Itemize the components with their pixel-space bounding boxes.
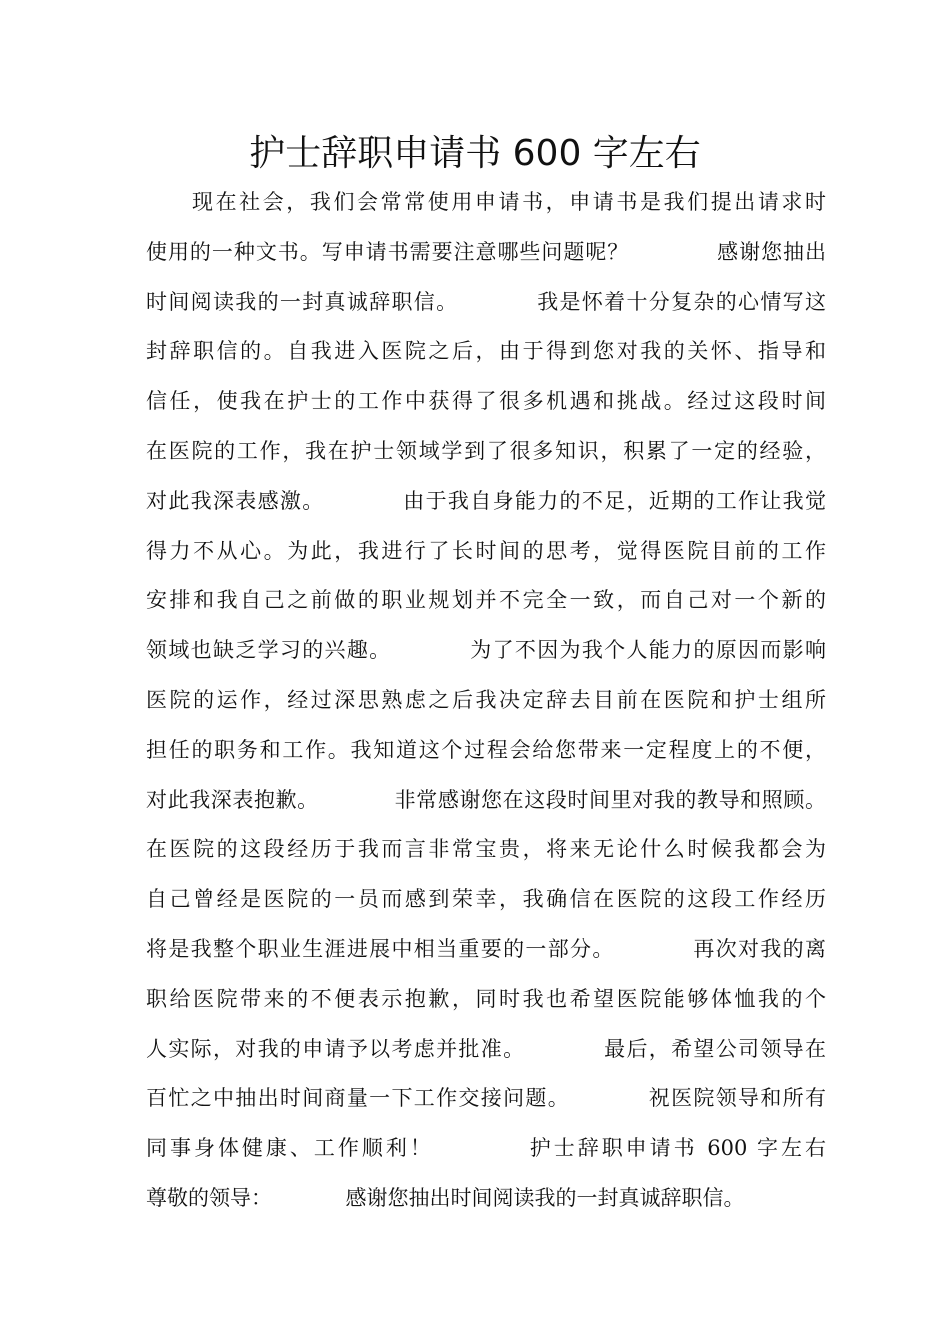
body-line: 封辞职信的。自我进入医院之后，由于得到您对我的关怀、指导和: [146, 339, 826, 364]
body-line: 尊敬的领导： 感谢您抽出时间阅读我的一封真诚辞职信。: [146, 1185, 745, 1210]
body-line: 对此我深表感激。 由于我自身能力的不足，近期的工作让我觉: [146, 488, 826, 513]
body-line: 安排和我自己之前做的职业规划并不完全一致，而自己对一个新的: [146, 588, 826, 613]
body-line: 医院的运作，经过深思熟虑之后我决定辞去目前在医院和护士组所: [146, 687, 826, 712]
body-line: 将是我整个职业生涯进展中相当重要的一部分。 再次对我的离: [146, 936, 826, 961]
body-line: 领域也缺乏学习的兴趣。 为了不因为我个人能力的原因而影响: [146, 638, 826, 663]
body-line: 担任的职务和工作。我知道这个过程会给您带来一定程度上的不便，: [146, 737, 826, 762]
body-line: 在医院的工作，我在护士领域学到了很多知识，积累了一定的经验，: [146, 438, 826, 463]
body-line: 人实际，对我的申请予以考虑并批准。 最后，希望公司领导在: [146, 1036, 826, 1061]
body-line: 时间阅读我的一封真诚辞职信。 我是怀着十分复杂的心情写这: [146, 289, 826, 314]
document-title: 护士辞职申请书 600 字左右: [249, 133, 701, 174]
body-line: 对此我深表抱歉。 非常感谢您在这段时间里对我的教导和照顾。: [146, 787, 826, 812]
document-body: [146, 178, 826, 1224]
body-line: 得力不从心。为此，我进行了长时间的思考，觉得医院目前的工作: [146, 538, 826, 563]
body-line: 自己曾经是医院的一员而感到荣幸，我确信在医院的这段工作经历: [146, 887, 826, 912]
body-line: 在医院的这段经历于我而言非常宝贵，将来无论什么时候我都会为: [146, 837, 826, 862]
body-line: 使用的一种文书。写申请书需要注意哪些问题呢？ 感谢您抽出: [146, 239, 826, 264]
body-line: 百忙之中抽出时间商量一下工作交接问题。 祝医院领导和所有: [146, 1086, 826, 1111]
body-line: 信任，使我在护士的工作中获得了很多机遇和挑战。经过这段时间: [146, 389, 826, 414]
body-line: 同事身体健康、工作顺利！ 护士辞职申请书 600 字左右: [146, 1136, 826, 1161]
body-line: 现在社会，我们会常常使用申请书，申请书是我们提出请求时: [192, 190, 826, 214]
body-line: 职给医院带来的不便表示抱歉，同时我也希望医院能够体恤我的个: [146, 986, 826, 1011]
